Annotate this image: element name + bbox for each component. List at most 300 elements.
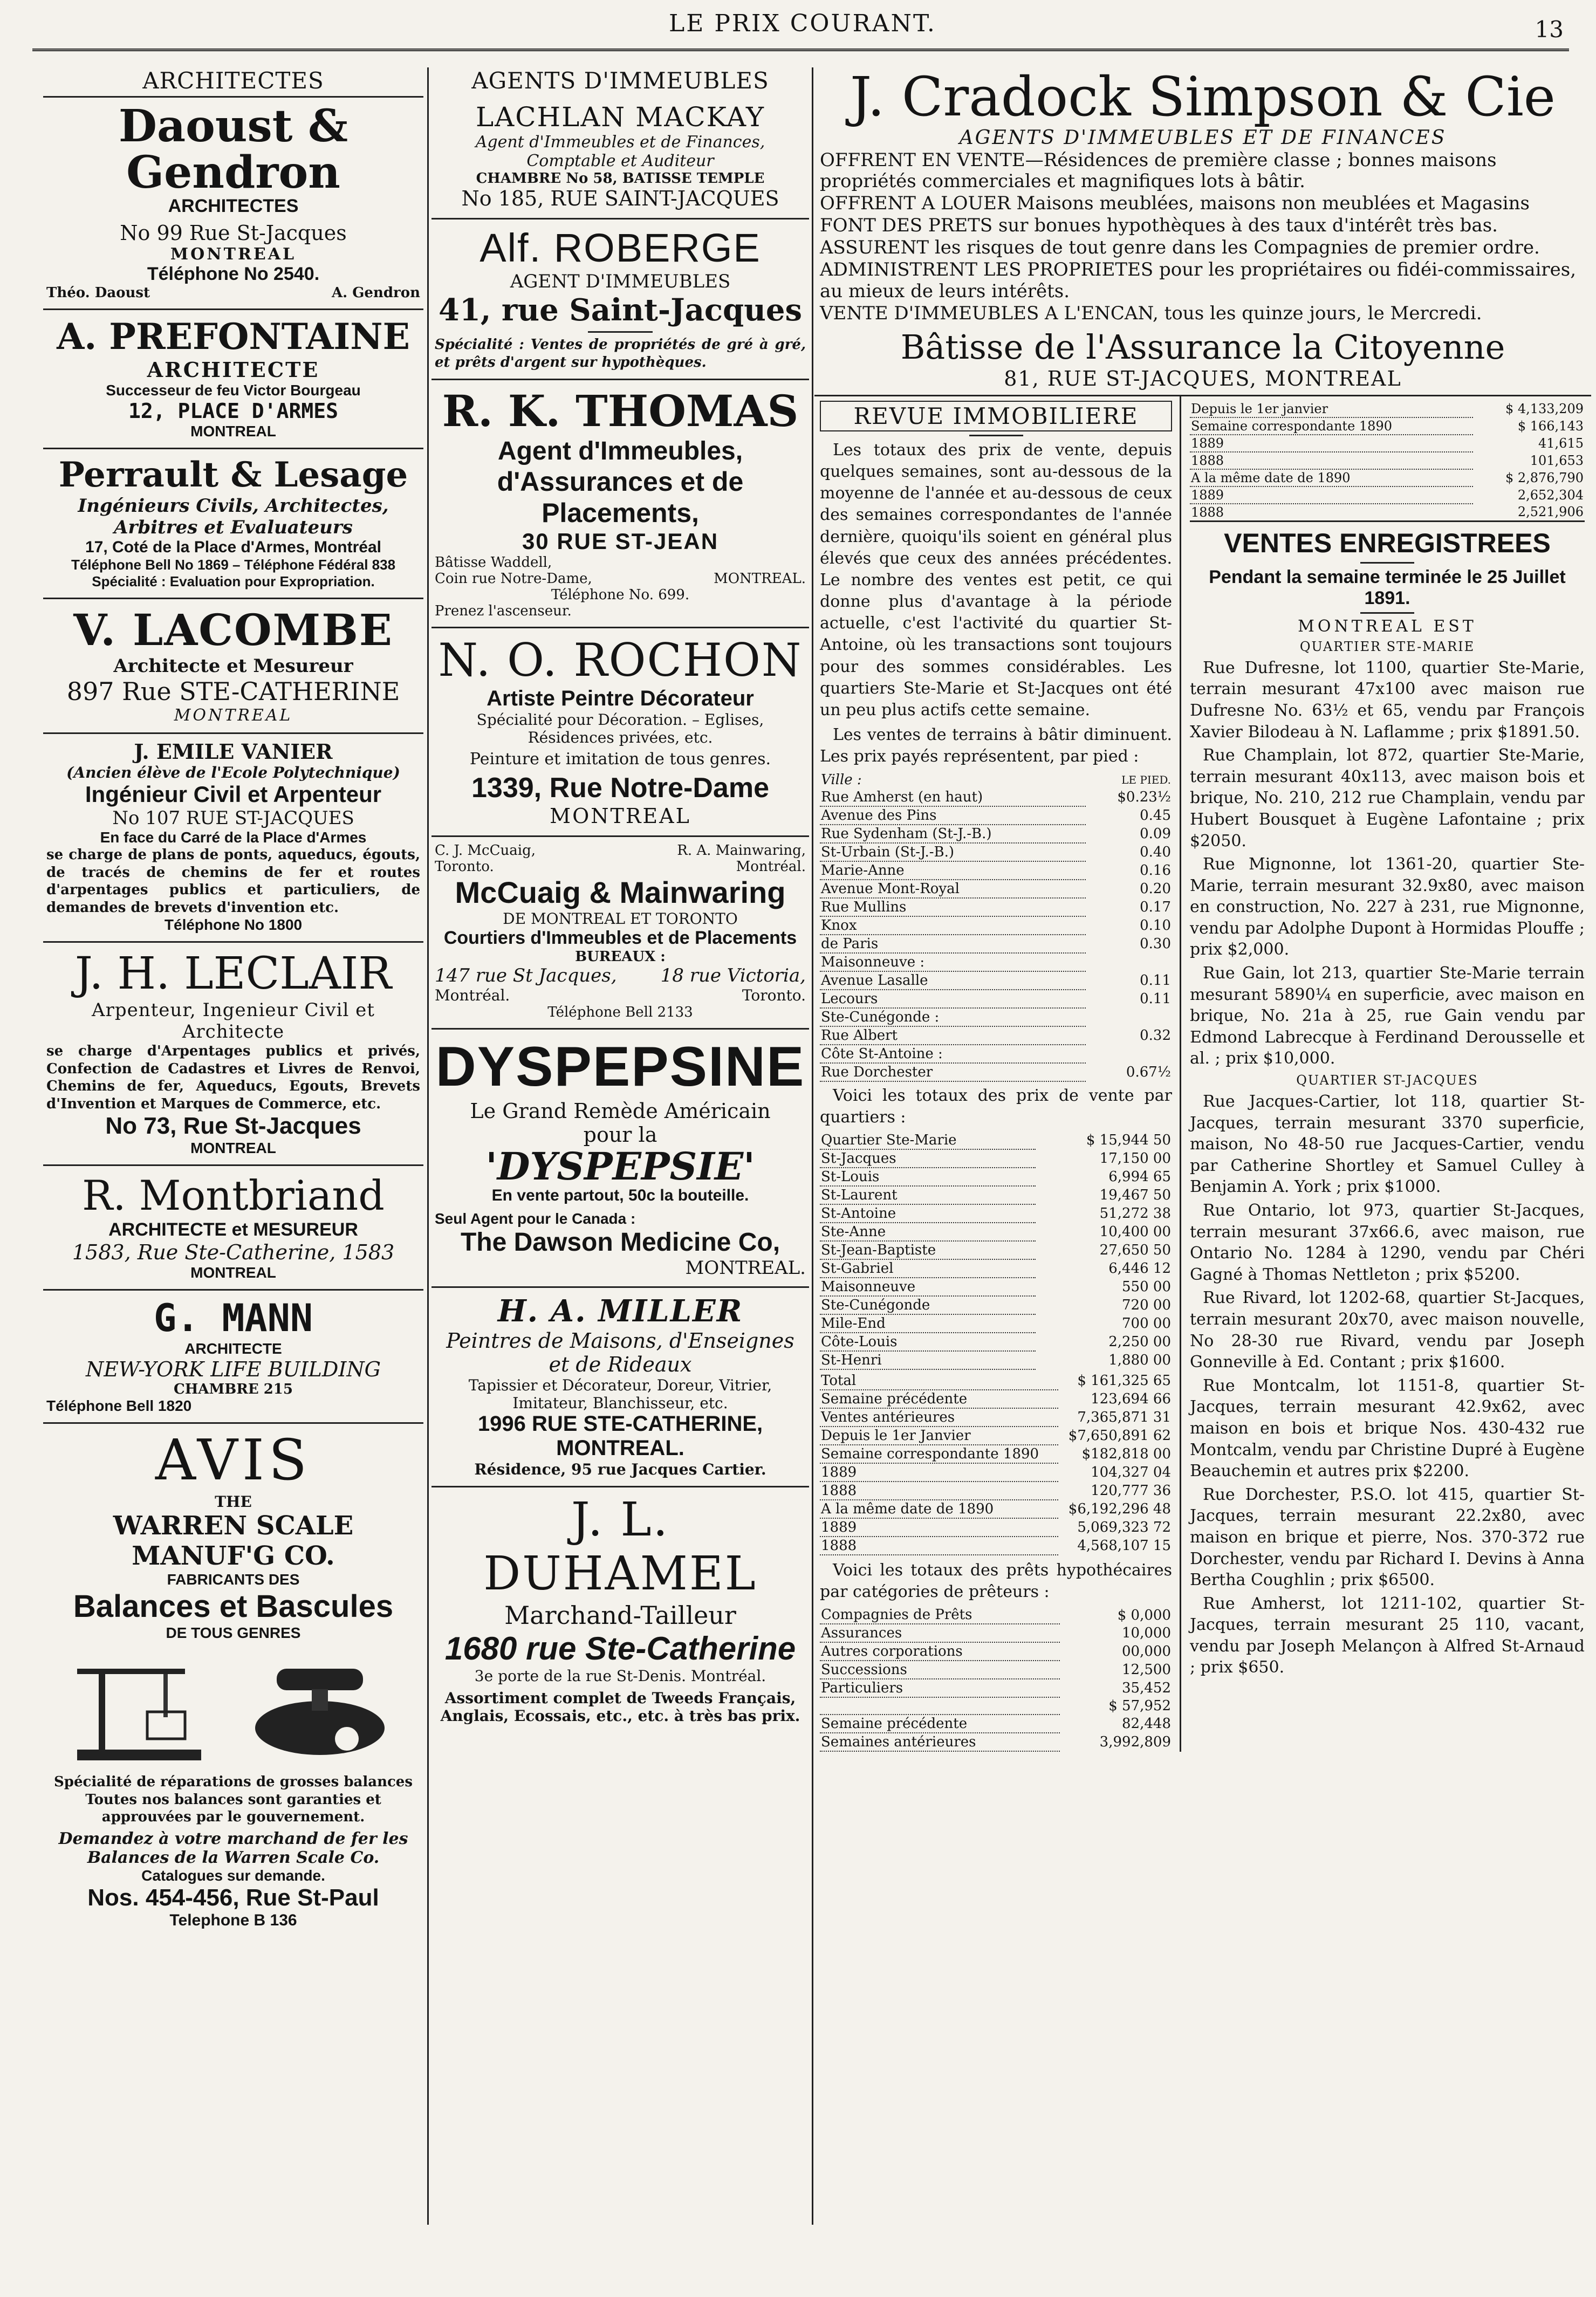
ad-corner: Coin rue Notre-Dame,	[435, 571, 592, 587]
ad-address: 17, Coté de la Place d'Armes, Montréal	[85, 538, 381, 557]
ward-row	[820, 1259, 1172, 1278]
ad-building: Bâtisse Waddell,	[435, 554, 552, 571]
ad-address: No 185, RUE SAINT-JACQUES	[461, 187, 779, 210]
district-heading: MONTREAL EST	[1298, 616, 1477, 636]
ward-row	[820, 1333, 1172, 1351]
ward-heading: QUARTIER STE-MARIE	[1299, 639, 1475, 654]
ventes-enregistrees	[1181, 396, 1591, 1752]
ad-partner-city: Toronto.	[435, 859, 494, 875]
ad-address: 30 RUE ST-JEAN	[522, 529, 719, 554]
row-label: Ste-Anne	[820, 1223, 1036, 1241]
ad-role: Courtiers d'Immeubles et de Placements	[443, 928, 797, 948]
ad-line: ASSURENT les risques de tout genre dans les Compagnies de premier ordre.	[820, 237, 1540, 259]
row-label: Depuis le 1er Janvier	[820, 1427, 1058, 1445]
ad-prefontaine	[43, 310, 423, 449]
ad-address: 1680 rue Ste-Catherine	[444, 1630, 796, 1667]
row-label: Semaine précédente	[820, 1715, 1060, 1733]
sale-entry: Rue Dorchester, P.S.O. lot 415, quartier St-Jacques, terrain mesurant 22.2x80, avec maison en brique et pierre, Nos. 370-372 rue Dorchester, vendu par Richard I. Devins à Anna Bertha Coughlin ; prix $6500.	[1190, 1485, 1585, 1590]
row-value: 00,000	[1122, 1643, 1171, 1660]
ad-phone: Téléphone Bell No 1869 – Téléphone Fédéral 838	[71, 557, 396, 573]
ad-mackay	[431, 96, 809, 220]
ad-name: Daoust & Gendron	[118, 100, 348, 199]
section-title: VENTES ENREGISTREES	[1224, 527, 1551, 558]
price-row	[820, 788, 1172, 806]
price-row	[820, 898, 1172, 916]
ad-daoust-gendron	[43, 98, 423, 310]
ad-address: No 73, Rue St-Jacques	[105, 1113, 361, 1140]
row-value: 6,446 12	[1108, 1260, 1171, 1277]
row-label: Rue Dorchester	[820, 1063, 1086, 1081]
ad-warren-scale	[43, 1424, 423, 1933]
ad-catalog: Catalogues sur demande.	[141, 1867, 325, 1884]
ad-desc: se charge d'Arpentages publics et privés, Confection de Cadastres et Livres de Renvoi, Chemins de fer, Aqueducs, Egouts, Brevets d'Invention et Marques de Commerce, etc.	[46, 1043, 420, 1112]
row-value: 123,694 66	[1091, 1390, 1171, 1407]
ad-name: J. Cradock Simpson & Cie	[850, 67, 1556, 128]
sale-entry: Rue Mignonne, lot 1361-20, quartier Ste-Marie, terrain mesurant 32.9x80, avec maison en construction, No. 227 à 231, rue Mignonne, vendu par Adolphe Dupont à Hormidas Plouffe ; prix $2,000.	[1190, 855, 1585, 959]
row-value: 12,500	[1122, 1662, 1171, 1678]
week-heading: Pendant la semaine terminée le 25 Juillet 1891.	[1209, 566, 1566, 608]
ad-paint: Peinture et imitation de tous genres.	[469, 750, 771, 769]
ad-partner-city: Montréal.	[736, 859, 806, 875]
ad-vanier	[43, 734, 423, 943]
row-label: 1889	[820, 1518, 1058, 1537]
loan-row	[820, 1624, 1172, 1642]
stats-table	[1190, 401, 1585, 522]
ad-office-city: Toronto.	[742, 986, 806, 1004]
total-row	[820, 1445, 1172, 1463]
row-label: Avenue des Pins	[820, 806, 1086, 825]
column-architectes	[43, 67, 423, 2279]
ad-role: AGENT D'IMMEUBLES	[510, 271, 731, 292]
price-row	[820, 880, 1172, 898]
ad-address: 1583, Rue Ste-Catherine, 1583	[72, 1240, 395, 1265]
ad-role: d'Assurances et de Placements,	[497, 467, 744, 528]
ad-dyspepsine	[431, 1030, 809, 1288]
row-value: 0.09	[1140, 825, 1171, 842]
row-value: $ 2,876,790	[1505, 470, 1584, 485]
stats-row	[1190, 401, 1585, 417]
row-label: 1888	[820, 1482, 1058, 1500]
ward-row	[820, 1186, 1172, 1204]
price-row	[820, 916, 1172, 935]
row-value: 104,327 04	[1091, 1464, 1171, 1480]
row-label: 1889	[1190, 435, 1473, 452]
ad-desc: Ingénieurs Civils, Architectes, Arbitres et Evaluateurs	[78, 495, 389, 539]
total-row	[820, 1482, 1172, 1500]
ad-phone: Telephone B 136	[169, 1911, 297, 1929]
ward-row	[820, 1132, 1172, 1149]
ad-elevator: Prenez l'ascenseur.	[435, 603, 572, 619]
price-row	[820, 861, 1172, 880]
row-label: 1889	[1190, 486, 1473, 504]
row-value: 0.40	[1140, 844, 1171, 860]
row-value	[1086, 953, 1172, 971]
row-label: Lecours	[820, 990, 1086, 1008]
ward-row	[820, 1314, 1172, 1333]
ad-role: Marchand-Tailleur	[504, 1600, 736, 1630]
ad-name: Perrault & Lesage	[58, 455, 408, 496]
ad-office-address: 147 rue St Jacques,	[435, 965, 617, 986]
row-value: $ 0,000	[1117, 1607, 1171, 1623]
row-label: A la même date de 1890	[1190, 469, 1473, 486]
stats-row	[1190, 452, 1585, 469]
row-label: Côte St-Antoine :	[820, 1045, 1086, 1063]
ad-specialty: Spécialité : Ventes de propriétés de gré à gré, et prêts d'argent sur hypothèques.	[435, 337, 806, 371]
ad-address: 41, rue Saint-Jacques	[439, 292, 802, 328]
loan-row	[820, 1733, 1172, 1751]
loan-row	[820, 1697, 1172, 1715]
ad-note: (Ancien élève de l'Ecole Polytechnique)	[66, 764, 400, 782]
row-label: Assurances	[820, 1624, 1060, 1642]
row-label: St-Louis	[820, 1168, 1036, 1186]
ad-name: H. A. MILLER	[497, 1293, 743, 1329]
ad-role: Architecte et Mesureur	[113, 655, 353, 677]
ad-makers: FABRICANTS DES	[167, 1571, 300, 1588]
row-value: 41,615	[1538, 435, 1584, 451]
row-value: 0.30	[1140, 935, 1171, 952]
price-row	[820, 1063, 1172, 1081]
row-value: 10,400 00	[1099, 1223, 1171, 1240]
row-value: 3,992,809	[1099, 1734, 1171, 1751]
row-label: Rue Mullins	[820, 898, 1086, 916]
ad-phone: Téléphone Bell 1820	[46, 1397, 192, 1415]
ward-row	[820, 1168, 1172, 1186]
ad-name: J. EMILE VANIER	[134, 739, 333, 764]
row-label: Semaines antérieures	[820, 1733, 1060, 1751]
ad-desc: pour la	[583, 1123, 657, 1147]
row-label: 1888	[820, 1537, 1058, 1555]
ad-role: Artiste Peintre Décorateur	[487, 687, 754, 710]
section-title: REVUE IMMOBILIERE	[820, 401, 1172, 431]
page-header	[0, 0, 1596, 59]
row-value: 2,521,906	[1517, 504, 1584, 520]
ad-agent: Seul Agent pour le Canada :	[435, 1210, 636, 1227]
ad-leclair	[43, 943, 423, 1166]
row-value: 51,272 38	[1099, 1205, 1171, 1222]
ad-building: NEW-YORK LIFE BUILDING	[86, 1357, 381, 1382]
price-row	[820, 971, 1172, 990]
row-value: $0.23½	[1117, 789, 1171, 806]
column-divider	[812, 67, 813, 2225]
row-value: 0.67½	[1126, 1064, 1171, 1080]
row-value: 27,650 50	[1099, 1242, 1171, 1258]
row-label: Marie-Anne	[820, 861, 1086, 880]
ad-specialty: Spécialité : Evaluation pour Expropriation.	[92, 573, 375, 590]
ad-role: ARCHITECTE	[184, 1340, 282, 1357]
ad-company: WARREN SCALE MANUF'G CO.	[113, 1511, 354, 1572]
ad-room: CHAMBRE No 58, BATISSE TEMPLE	[476, 170, 765, 187]
loan-row	[820, 1642, 1172, 1661]
row-value: 0.11	[1140, 990, 1171, 1007]
row-value: 101,653	[1530, 452, 1584, 468]
article-paragraph: Les ventes de terrains à bâtir diminuent. Les prix payés représentent, par pied :	[820, 725, 1172, 766]
row-value: 5,069,323 72	[1077, 1519, 1171, 1535]
page-number: 13	[1535, 16, 1564, 43]
row-value: 10,000	[1122, 1625, 1171, 1642]
ad-target: 'DYSPEPSIE'	[485, 1144, 755, 1189]
sales-totals-table	[820, 1372, 1172, 1555]
ad-line: FONT DES PRETS sur bonues hypothèques à des taux d'intérêt très bas.	[820, 215, 1498, 237]
row-value: 7,365,871 31	[1077, 1409, 1171, 1425]
ad-ask: Demandez à votre marchand de fer les Balances de la Warren Scale Co.	[58, 1829, 408, 1867]
row-value: $ 4,133,209	[1505, 401, 1584, 417]
row-value: $ 57,952	[1108, 1698, 1171, 1715]
price-row	[820, 953, 1172, 971]
row-value: 2,652,304	[1517, 487, 1584, 503]
row-label: St-Jacques	[820, 1149, 1036, 1168]
ad-name: LACHLAN MACKAY	[475, 101, 765, 133]
row-label: 1888	[1190, 452, 1473, 469]
sale-entry: Rue Jacques-Cartier, lot 118, quartier St-Jacques, terrain mesurant 3370 superficie, maison, No 48-50 rue Jacques-Cartier, vendu par Catherine Shortley et Samuel Culley à Benjamin A. York ; prix $1000.	[1190, 1092, 1585, 1197]
total-row	[820, 1537, 1172, 1555]
article-paragraph: Voici les totaux des prix de vente par quartiers :	[820, 1086, 1172, 1127]
ad-name: J. L. DUHAMEL	[483, 1492, 757, 1601]
ad-duhamel	[431, 1487, 809, 1730]
ad-roberge	[431, 220, 809, 380]
ad-city: MONTREAL	[170, 245, 297, 264]
total-row	[820, 1463, 1172, 1482]
ad-kinds: DE TOUS GENRES	[166, 1624, 301, 1642]
row-label: de Paris	[820, 935, 1086, 953]
ad-desc: se charge de plans de ponts, aqueducs, égouts, de tracés de chemins de fer et routes d'arpentages publics et particuliers, de demandes de brevets d'invention etc.	[46, 847, 420, 916]
loan-row	[820, 1661, 1172, 1679]
ad-partner: C. J. McCuaig,	[435, 842, 536, 859]
ad-mann	[43, 1291, 423, 1424]
column-agents	[431, 67, 809, 2279]
row-label: Avenue Mont-Royal	[820, 880, 1086, 898]
total-row	[820, 1390, 1172, 1408]
row-value	[1086, 1045, 1172, 1063]
ad-role: Arpenteur, Ingenieur Civil et Architecte	[92, 999, 375, 1043]
ward-row	[820, 1241, 1172, 1259]
table-header: LE PIED.	[1121, 773, 1171, 786]
ad-name: J. H. LECLAIR	[74, 948, 392, 1000]
stats-row	[1190, 435, 1585, 452]
ad-name: A. PREFONTAINE	[57, 316, 410, 358]
row-value: 6,994 65	[1108, 1168, 1171, 1185]
ad-partner: A. Gendron	[331, 285, 420, 301]
row-label: Total	[820, 1372, 1058, 1390]
price-row	[820, 806, 1172, 825]
row-value: 17,150 00	[1099, 1150, 1171, 1167]
section-title: ARCHITECTES	[43, 67, 423, 98]
row-value: 550 00	[1122, 1278, 1171, 1295]
ward-totals-table	[820, 1132, 1172, 1370]
ad-phone: Téléphone No 1800	[164, 916, 303, 934]
row-label: St-Gabriel	[820, 1259, 1036, 1278]
ward-row	[820, 1351, 1172, 1369]
stats-row	[1190, 486, 1585, 504]
ad-office-address: 18 rue Victoria,	[660, 965, 806, 986]
ad-name: G. MANN	[153, 1296, 313, 1341]
price-row	[820, 990, 1172, 1008]
ward-row	[820, 1223, 1172, 1241]
row-label: Maisonneuve	[820, 1278, 1036, 1296]
ad-role: ARCHITECTE et MESUREUR	[108, 1219, 358, 1240]
ad-trades: Tapissier et Décorateur, Doreur, Vitrier, Imitateur, Blanchisseur, etc.	[468, 1376, 772, 1412]
ad-montbriand	[43, 1166, 423, 1291]
row-value	[1086, 1008, 1172, 1026]
row-label: Quartier Ste-Marie	[820, 1132, 1036, 1149]
row-label: Ste-Cunégonde :	[820, 1008, 1086, 1026]
ward-row	[820, 1149, 1172, 1168]
row-label: Depuis le 1er janvier	[1190, 401, 1473, 417]
row-value: 120,777 36	[1091, 1482, 1171, 1499]
row-value: 0.17	[1140, 899, 1171, 915]
column-divider	[427, 67, 429, 2225]
ad-building: Bâtisse de l'Assurance la Citoyenne	[900, 327, 1505, 367]
price-row	[820, 1008, 1172, 1026]
ad-desc: Peintres de Maisons, d'Enseignes et de Rideaux	[446, 1328, 794, 1376]
total-row	[820, 1518, 1172, 1537]
ad-address: 1339, Rue Notre-Dame	[471, 772, 769, 804]
ad-assortment: Assortiment complet de Tweeds Français, Anglais, Ecossais, etc., etc. à très bas prix.	[440, 1689, 800, 1725]
ad-city: MONTREAL.	[685, 1257, 806, 1279]
row-value: 0.20	[1140, 880, 1171, 897]
sale-entry: Rue Amherst, lot 1211-102, quartier St-Jacques, terrain mesurant 25 110, vacant, vendu par Joseph Melançon à Alfred St-Arnaud ; prix $650.	[1190, 1594, 1585, 1677]
scale-illustration	[66, 1647, 401, 1766]
row-value: 1,880 00	[1108, 1352, 1171, 1368]
row-label: Successions	[820, 1661, 1060, 1679]
ad-product: Balances et Bascules	[73, 1589, 394, 1624]
row-value: 4,568,107 15	[1077, 1537, 1171, 1554]
price-row	[820, 1026, 1172, 1045]
ad-cradock-simpson	[814, 67, 1591, 396]
loans-table	[820, 1606, 1172, 1752]
row-label: Maisonneuve :	[820, 953, 1086, 971]
row-value: 700 00	[1122, 1315, 1171, 1332]
stats-row	[1190, 469, 1585, 486]
ad-phone: Téléphone No 2540.	[147, 264, 320, 285]
ad-city: MONTREAL	[174, 706, 293, 725]
row-label	[820, 1697, 1060, 1715]
ad-door: 3e porte de la rue St-Denis. Montréal.	[474, 1667, 766, 1685]
row-value: $182,818 00	[1081, 1445, 1171, 1462]
row-value: 0.11	[1140, 972, 1171, 989]
ad-name: N. O. ROCHON	[438, 634, 803, 687]
row-value: 82,448	[1122, 1716, 1171, 1732]
ad-line: OFFRENT EN VENTE—Résidences de première classe ; bonnes maisons propriétés commerciales et magnifiques lots à bâtir.	[820, 149, 1497, 193]
ad-subtitle: AGENTS D'IMMEUBLES ET DE FINANCES	[959, 127, 1447, 149]
loan-row	[820, 1715, 1172, 1733]
article-paragraph: Voici les totaux des prêts hypothécaires par catégories de prêteurs :	[820, 1560, 1172, 1602]
ad-mccuaig	[431, 837, 809, 1030]
sale-entry: Rue Ontario, lot 973, quartier St-Jacques, terrain mesurant 37x66.6, avec maison, rue Ontario No. 1284 à 1290, vendu par Chéri Gagné à Thomas Nettleton ; prix $5200.	[1190, 1201, 1585, 1284]
ad-partner: R. A. Mainwaring,	[677, 842, 806, 859]
ad-name: DYSPEPSINE	[435, 1036, 805, 1098]
ad-lacombe	[43, 599, 423, 734]
ad-name: R. Montbriand	[82, 1171, 385, 1220]
row-label: St-Laurent	[820, 1186, 1036, 1204]
ad-city: MONTREAL	[190, 423, 276, 440]
ad-the: THE	[215, 1493, 252, 1511]
row-label: Rue Amherst (en haut)	[820, 788, 1086, 806]
ad-title: AVIS	[155, 1427, 312, 1493]
row-label: Ventes antérieures	[820, 1408, 1058, 1427]
row-label: Côte-Louis	[820, 1333, 1036, 1351]
ad-role: ARCHITECTES	[168, 196, 299, 217]
ad-name: Alf. ROBERGE	[480, 225, 761, 270]
column-revue-immobiliere	[814, 67, 1591, 2279]
row-value: 35,452	[1122, 1680, 1171, 1697]
revue-immobiliere	[814, 396, 1181, 1752]
row-label: Semaine précédente	[820, 1390, 1058, 1408]
row-label: Compagnies de Prêts	[820, 1606, 1060, 1624]
row-label: St-Antoine	[820, 1204, 1036, 1223]
ad-city: MONTREAL	[190, 1264, 276, 1281]
price-row	[820, 935, 1172, 953]
ad-city: MONTREAL	[550, 804, 691, 828]
row-label: St-Urbain (St-J.-B.)	[820, 843, 1086, 861]
row-label: 1888	[1190, 504, 1473, 522]
row-value: $7,650,891 62	[1068, 1427, 1171, 1444]
ad-specialty: Spécialité pour Décoration. – Eglises, Résidences privées, etc.	[476, 711, 764, 746]
section-title: AGENTS D'IMMEUBLES	[471, 67, 769, 94]
row-label: A la même date de 1890	[820, 1500, 1058, 1518]
row-value: 720 00	[1122, 1297, 1171, 1313]
ad-miller	[431, 1288, 809, 1487]
price-row	[820, 1045, 1172, 1063]
row-value: 0.16	[1140, 862, 1171, 879]
ad-partner: Théo. Daoust	[46, 285, 150, 301]
ad-room: CHAMBRE 215	[174, 1381, 293, 1398]
sale-entry: Rue Champlain, lot 872, quartier Ste-Marie, terrain mesurant 40x113, avec maison bois et brique, No. 210, 212 rue Champlain, vendu par Hubert Bousquet à Eugène Lafontaine ; prix $2050.	[1190, 746, 1585, 851]
ward-row	[820, 1204, 1172, 1223]
ad-line: OFFRENT A LOUER Maisons meublées, maisons non meublées et Magasins	[820, 193, 1530, 215]
ad-address: 1996 RUE STE-CATHERINE, MONTREAL.	[477, 1411, 763, 1460]
row-label: 1889	[820, 1463, 1058, 1482]
ad-name: V. LACOMBE	[73, 605, 393, 656]
row-value: 2,250 00	[1108, 1333, 1171, 1350]
sale-entry: Rue Dufresne, lot 1100, quartier Ste-Marie, terrain mesurant 47x100 avec maison rue Dufresne No. 63½ et 65, vendu par François Xavier Bilodeau à N. Laflamme ; prix $1891.50.	[1190, 658, 1585, 742]
ad-phone: Téléphone Bell 2133	[547, 1004, 693, 1020]
ad-location: En face du Carré de la Place d'Armes	[100, 829, 367, 846]
ad-phone: Téléphone No. 699.	[551, 587, 690, 603]
row-label: Avenue Lasalle	[820, 971, 1086, 990]
total-row	[820, 1408, 1172, 1427]
ad-offices: BUREAUX :	[575, 949, 666, 965]
price-row	[820, 843, 1172, 861]
total-row	[820, 1372, 1172, 1390]
row-label: Knox	[820, 916, 1086, 935]
row-value: $ 166,143	[1517, 418, 1584, 434]
row-value: $6,192,296 48	[1068, 1500, 1171, 1517]
row-value: 0.45	[1140, 807, 1171, 824]
ad-office-city: Montréal.	[435, 986, 510, 1004]
ad-role: Agent d'Immeubles,	[497, 437, 743, 465]
ward-heading: QUARTIER ST-JACQUES	[1296, 1073, 1478, 1088]
ad-role: Ingénieur Civil et Arpenteur	[85, 781, 382, 807]
row-label: Mile-End	[820, 1314, 1036, 1333]
table-header: Ville :	[821, 771, 862, 788]
loan-row	[820, 1606, 1172, 1624]
ward-row	[820, 1278, 1172, 1296]
ad-city: MONTREAL	[190, 1140, 276, 1157]
loan-row	[820, 1679, 1172, 1697]
row-value: 0.10	[1140, 917, 1171, 934]
ad-line: ADMINISTRENT LES PROPRIETES pour les propriétaires ou fidéi-commissaires, au mieux de leurs intérêts.	[820, 259, 1577, 302]
ad-name: R. K. THOMAS	[442, 386, 799, 436]
header-rule	[32, 49, 1569, 51]
row-label: Semaine correspondante 1890	[820, 1445, 1058, 1463]
row-label: Rue Sydenham (St-J.-B.)	[820, 825, 1086, 843]
price-per-foot-table	[820, 771, 1172, 1082]
ad-repairs: Spécialité de réparations de grosses balances Toutes nos balances sont garanties et approuvées par le gouvernement.	[54, 1774, 413, 1826]
ad-address: 81, RUE ST-JACQUES, MONTREAL	[1004, 366, 1402, 390]
ad-cities: DE MONTREAL ET TORONTO	[503, 910, 738, 928]
row-label: Rue Albert	[820, 1026, 1086, 1045]
row-value: $ 15,944 50	[1086, 1132, 1171, 1149]
